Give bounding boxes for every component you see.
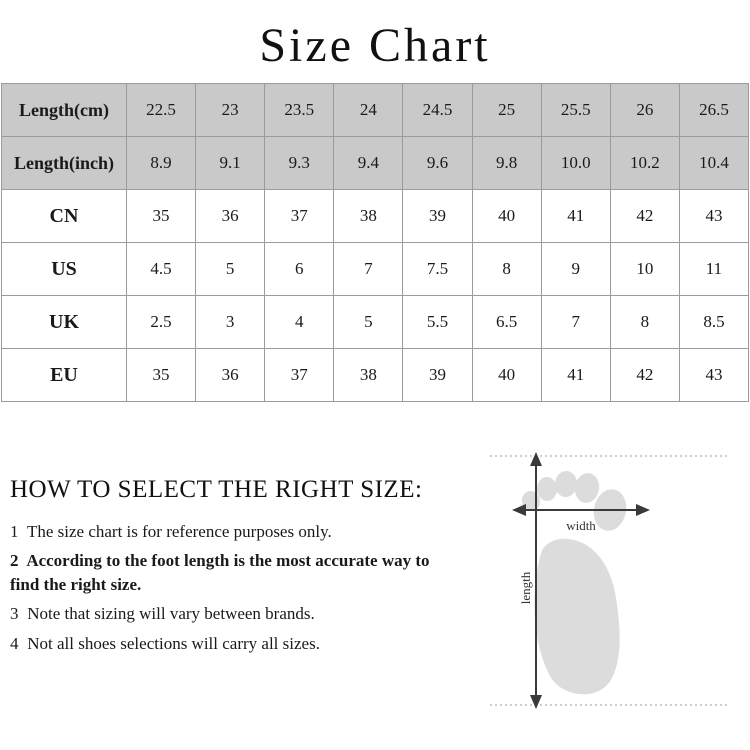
table-cell: 37 bbox=[265, 349, 334, 402]
table-cell: 36 bbox=[196, 190, 265, 243]
list-item-text: According to the foot length is the most accurate way to find the right size. bbox=[10, 551, 430, 595]
list-item-number: 4 bbox=[10, 633, 19, 653]
table-cell: 9.3 bbox=[265, 137, 334, 190]
table-cell: 8.5 bbox=[679, 296, 748, 349]
list-item bbox=[10, 549, 450, 597]
table-cell: 23 bbox=[196, 84, 265, 137]
table-cell: 9 bbox=[541, 243, 610, 296]
table-cell: 25.5 bbox=[541, 84, 610, 137]
table-cell: 5 bbox=[334, 296, 403, 349]
table-cell: 7.5 bbox=[403, 243, 472, 296]
table-cell: 24.5 bbox=[403, 84, 472, 137]
table-cell: 43 bbox=[679, 349, 748, 402]
table-row-cn bbox=[2, 190, 749, 243]
table-cell: 9.8 bbox=[472, 137, 541, 190]
list-item-text: Note that sizing will vary between brands. bbox=[27, 604, 315, 624]
table-cell: 10.0 bbox=[541, 137, 610, 190]
list-item-number: 1 bbox=[10, 522, 19, 541]
table-cell: 22.5 bbox=[127, 84, 196, 137]
table-cell: 5.5 bbox=[403, 296, 472, 349]
table-cell: 35 bbox=[127, 349, 196, 402]
table-cell: 23.5 bbox=[265, 84, 334, 137]
list-item-number: 3 bbox=[10, 604, 19, 624]
how-to-list bbox=[10, 520, 450, 656]
table-cell: 10.4 bbox=[679, 137, 748, 190]
table-cell: 26.5 bbox=[679, 84, 748, 137]
table-cell: 10 bbox=[610, 243, 679, 296]
table-cell: 43 bbox=[679, 190, 748, 243]
table-cell: 5 bbox=[196, 243, 265, 296]
table-cell: 8 bbox=[472, 243, 541, 296]
table-cell: 40 bbox=[472, 190, 541, 243]
how-to-select-block bbox=[10, 476, 450, 661]
table-cell: 38 bbox=[334, 349, 403, 402]
length-label: length bbox=[518, 571, 533, 605]
table-cell: 6.5 bbox=[472, 296, 541, 349]
list-item-text: The size chart is for reference purposes only. bbox=[26, 522, 332, 541]
list-item bbox=[10, 602, 450, 626]
table-cell: 4.5 bbox=[127, 243, 196, 296]
table-cell: 24 bbox=[334, 84, 403, 137]
table-cell: 9.1 bbox=[196, 137, 265, 190]
table-cell: 39 bbox=[403, 190, 472, 243]
table-cell: 41 bbox=[541, 190, 610, 243]
table-row-length-inch bbox=[2, 137, 749, 190]
table-cell: 9.4 bbox=[334, 137, 403, 190]
table-cell: 42 bbox=[610, 349, 679, 402]
table-cell: 9.6 bbox=[403, 137, 472, 190]
table-cell: 26 bbox=[610, 84, 679, 137]
row-label-length-inch: Length(inch) bbox=[2, 137, 127, 190]
width-label: width bbox=[566, 518, 596, 533]
row-label-uk: UK bbox=[2, 296, 127, 349]
table-cell: 35 bbox=[127, 190, 196, 243]
table-cell: 36 bbox=[196, 349, 265, 402]
list-item bbox=[10, 520, 450, 544]
table-cell: 37 bbox=[265, 190, 334, 243]
size-chart-table-body bbox=[2, 84, 749, 402]
table-cell: 7 bbox=[334, 243, 403, 296]
list-item-number: 2 bbox=[10, 551, 19, 571]
table-cell: 42 bbox=[610, 190, 679, 243]
row-label-eu: EU bbox=[2, 349, 127, 402]
list-item bbox=[10, 632, 450, 656]
page-title: Size Chart bbox=[259, 19, 491, 72]
table-row-length-cm bbox=[2, 84, 749, 137]
foot-measurement-diagram bbox=[480, 438, 740, 723]
list-item-text: Not all shoes selections will carry all sizes. bbox=[27, 633, 320, 653]
table-cell: 7 bbox=[541, 296, 610, 349]
how-to-heading: HOW TO SELECT THE RIGHT SIZE: bbox=[10, 476, 423, 503]
table-cell: 39 bbox=[403, 349, 472, 402]
table-cell: 40 bbox=[472, 349, 541, 402]
table-cell: 25 bbox=[472, 84, 541, 137]
table-cell: 4 bbox=[265, 296, 334, 349]
table-row-uk bbox=[2, 296, 749, 349]
table-cell: 2.5 bbox=[127, 296, 196, 349]
table-row-us bbox=[2, 243, 749, 296]
table-cell: 41 bbox=[541, 349, 610, 402]
row-label-us: US bbox=[2, 243, 127, 296]
table-cell: 38 bbox=[334, 190, 403, 243]
table-cell: 8 bbox=[610, 296, 679, 349]
lower-section bbox=[0, 438, 750, 728]
size-chart-table bbox=[1, 83, 749, 402]
table-cell: 6 bbox=[265, 243, 334, 296]
table-cell: 11 bbox=[679, 243, 748, 296]
row-label-cn: CN bbox=[2, 190, 127, 243]
table-row-eu bbox=[2, 349, 749, 402]
table-cell: 3 bbox=[196, 296, 265, 349]
table-cell: 10.2 bbox=[610, 137, 679, 190]
table-cell: 8.9 bbox=[127, 137, 196, 190]
row-label-length-cm: Length(cm) bbox=[2, 84, 127, 137]
